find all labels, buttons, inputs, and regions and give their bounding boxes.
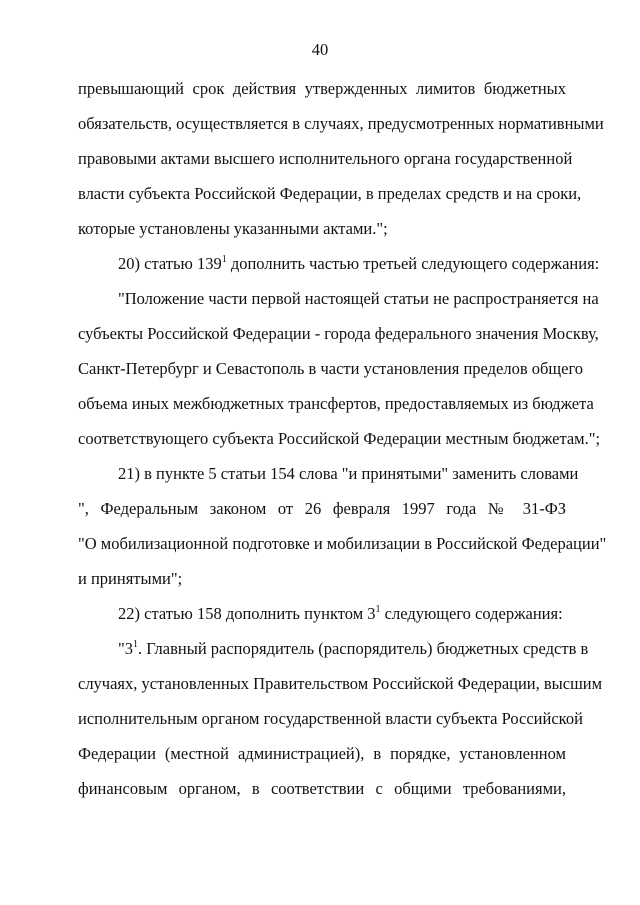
text-line: превышающий срок действия утвержденных лимитов бюджетных <box>78 79 566 98</box>
text-line: правовыми актами высшего исполнительного органа государственной <box>78 149 573 168</box>
text-line: объема иных межбюджетных трансфертов, предоставляемых из бюджета <box>78 394 594 413</box>
text-line: которые установлены указанными актами."; <box>78 219 388 238</box>
text-fragment: "3 <box>118 639 133 658</box>
text-line: Санкт-Петербург и Севастополь в части установления пределов общего <box>78 359 584 378</box>
text-line: "Положение части первой настоящей статьи не распространяется на <box>118 289 599 308</box>
text-line: финансовым органом, в соответствии с общими требованиями, <box>78 779 566 798</box>
text-line: ", Федеральным законом от 26 февраля 1997 года № 31-ФЗ <box>78 499 566 518</box>
text-line: случаях, установленных Правительством Российской Федерации, высшим <box>78 674 603 693</box>
text-line: власти субъекта Российской Федерации, в пределах средств и на сроки, <box>78 184 582 203</box>
text-line: и принятыми"; <box>78 569 183 588</box>
text-line <box>78 631 589 666</box>
text-line: исполнительным органом государственной власти субъекта Российской <box>78 709 583 728</box>
text-line: обязательств, осуществляется в случаях, предусмотренных нормативными <box>78 114 604 133</box>
text-line: соответствующего субъекта Российской Федерации местным бюджетам."; <box>78 429 601 448</box>
superscript: 1 <box>133 639 138 650</box>
text-line: Федерации (местной администрацией), в порядке, установленном <box>78 744 566 763</box>
text-fragment: 22) статью 158 дополнить пунктом 3 <box>118 604 376 623</box>
page-number: 40 <box>311 40 329 59</box>
text-fragment: дополнить частью третьей следующего содержания: <box>226 254 600 273</box>
text-fragment: следующего содержания: <box>380 604 563 623</box>
superscript: 1 <box>221 254 227 265</box>
paragraph-item-21: 21) в пункте 5 статьи 154 слова "и принятыми" заменить словами <box>118 464 579 483</box>
document-body <box>78 71 607 806</box>
text-fragment: . Главный распорядитель (распорядитель) бюджетных средств в <box>138 639 589 658</box>
text-line: субъекты Российской Федерации - города федерального значения Москву, <box>78 324 599 343</box>
paragraph-item-20 <box>78 246 600 281</box>
superscript: 1 <box>375 604 381 615</box>
text-fragment: 20) статью 139 <box>118 254 222 273</box>
paragraph-item-22 <box>78 596 566 631</box>
text-line: "О мобилизационной подготовке и мобилизации в Российской Федерации" <box>78 534 607 553</box>
